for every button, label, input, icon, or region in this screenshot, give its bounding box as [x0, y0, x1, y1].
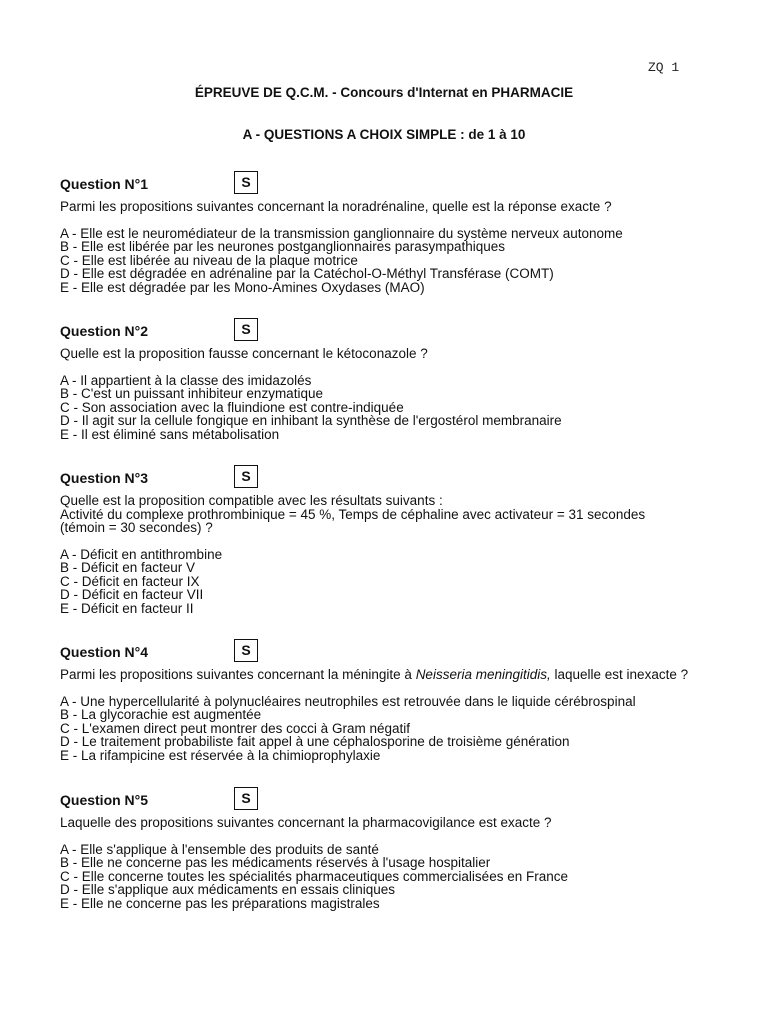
question-options	[60, 695, 740, 763]
answer-type-box: S	[234, 171, 258, 194]
answer-type-box: S	[234, 465, 258, 488]
option: C - Déficit en facteur IX	[60, 573, 200, 589]
option: E - La rifampicine est réservée à la chimioprophylaxie	[60, 747, 381, 763]
question-1	[60, 174, 740, 294]
question-prompt: Parmi les propositions suivantes concernant la méningite à Neisseria meningitidis, laquelle est inexacte ?	[60, 667, 689, 682]
option: E - Elle est dégradée par les Mono-Amines Oxydases (MAO)	[60, 279, 425, 295]
question-prompt: Laquelle des propositions suivantes concernant la pharmacovigilance est exacte ?	[60, 815, 552, 830]
option: D - Déficit en facteur VII	[60, 587, 204, 602]
option: C - Elle est libérée au niveau de la plaque motrice	[60, 252, 358, 268]
exam-title: ÉPREUVE DE Q.C.M. - Concours d'Internat en PHARMACIE	[194, 85, 574, 100]
question-options	[60, 374, 740, 442]
option: C - L'examen direct peut montrer des cocci à Gram négatif	[60, 720, 410, 736]
question-options	[60, 227, 740, 295]
question-label: Question N°4	[60, 644, 149, 660]
question-label: Question N°3	[60, 470, 149, 486]
option: C - Son association avec la fluindione est contre-indiquée	[60, 399, 404, 415]
answer-type-box: S	[234, 787, 258, 810]
question-2	[60, 321, 740, 441]
option: A - Elle s'applique à l'ensemble des produits de santé	[60, 841, 379, 857]
answer-type-box: S	[234, 639, 258, 662]
question-options	[60, 843, 740, 911]
question-options	[60, 548, 740, 616]
option: B - C'est un puissant inhibiteur enzymatique	[60, 386, 323, 401]
option: D - Le traitement probabiliste fait appel à une céphalosporine de troisième génération	[60, 734, 570, 749]
option: B - Déficit en facteur V	[60, 560, 196, 575]
question-prompt: Quelle est la proposition compatible avec les résultats suivants : Activité du complexe prothrombinique = 45 %, Temps de céphaline avec activateur = 31 secondes (témoin = 30 secondes) ?	[60, 493, 646, 535]
page-code: ZQ 1	[648, 60, 680, 75]
answer-type-box: S	[234, 318, 258, 341]
question-label: Question N°5	[60, 792, 149, 808]
question-prompt: Quelle est la proposition fausse concernant le kétoconazole ?	[60, 346, 428, 361]
option: B - Elle est libérée par les neurones postganglionnaires parasympathiques	[60, 239, 506, 254]
option: D - Elle s'applique aux médicaments en essais cliniques	[60, 882, 395, 897]
option: A - Une hypercellularité à polynucléaires neutrophiles est retrouvée dans le liquide cérébrospinal	[60, 693, 636, 709]
option: B - Elle ne concerne pas les médicaments réservés à l'usage hospitalier	[60, 855, 491, 870]
option: E - Il est éliminé sans métabolisation	[60, 426, 280, 442]
option: C - Elle concerne toutes les spécialités pharmaceutiques commercialisées en France	[60, 868, 568, 884]
option: A - Déficit en antithrombine	[60, 546, 223, 562]
option: D - Elle est dégradée en adrénaline par la Catéchol-O-Méthyl Transférase (COMT)	[60, 266, 554, 281]
question-label: Question N°1	[60, 176, 149, 192]
section-heading: A - QUESTIONS A CHOIX SIMPLE : de 1 à 10	[242, 127, 526, 142]
option: E - Elle ne concerne pas les préparations magistrales	[60, 895, 380, 911]
option: A - Il appartient à la classe des imidazolés	[60, 372, 312, 388]
option: E - Déficit en facteur II	[60, 600, 194, 616]
question-4	[60, 642, 740, 762]
question-label: Question N°2	[60, 323, 149, 339]
question-prompt: Parmi les propositions suivantes concernant la noradrénaline, quelle est la réponse exacte ?	[60, 199, 612, 214]
question-5	[60, 790, 740, 910]
option: D - Il agit sur la cellule fongique en inhibant la synthèse de l'ergostérol membranaire	[60, 413, 562, 428]
option: A - Elle est le neuromédiateur de la transmission ganglionnaire du système nerveux autonome	[60, 225, 623, 241]
option: B - La glycorachie est augmentée	[60, 707, 262, 722]
question-3	[60, 468, 740, 615]
